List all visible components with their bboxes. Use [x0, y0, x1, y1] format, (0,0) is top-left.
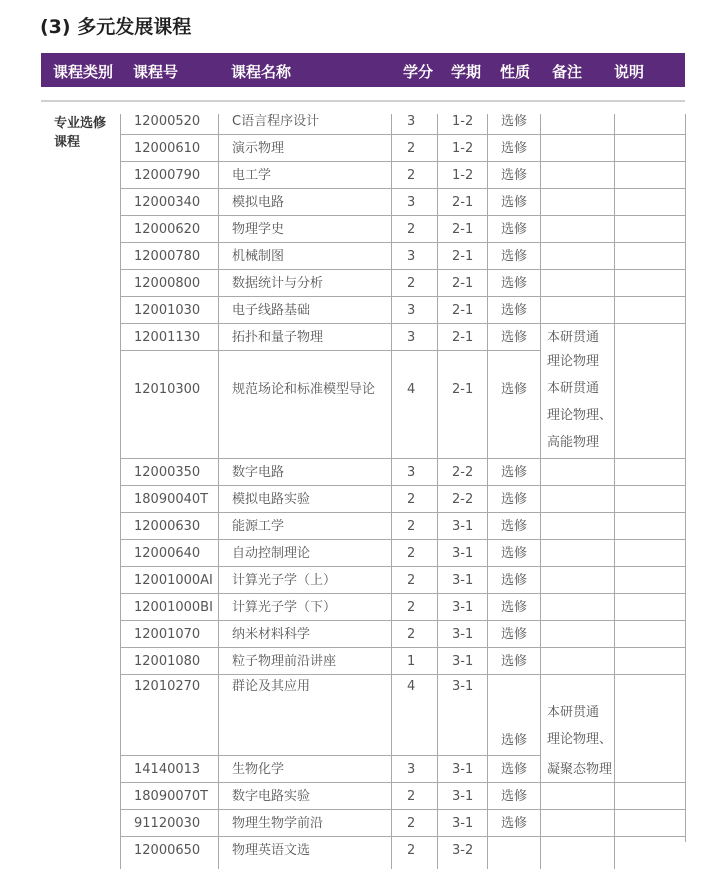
header-remark: 说明: [614, 63, 645, 81]
course-code: 12000790: [134, 168, 201, 183]
course-term: 3-1: [452, 762, 474, 777]
row-line: [120, 134, 685, 135]
course-type: 选修: [501, 330, 528, 345]
course-term: 3-1: [452, 519, 474, 534]
course-type: 选修: [501, 195, 528, 210]
course-credit: 2: [407, 222, 416, 237]
row-line: [120, 485, 685, 486]
course-credit: 2: [407, 141, 416, 156]
course-code: 12000620: [134, 222, 201, 237]
col-line: [391, 114, 392, 869]
course-type: 选修: [501, 600, 528, 615]
course-name: 生物化学: [232, 762, 285, 777]
col-line: [437, 114, 438, 869]
course-term: 3-1: [452, 654, 474, 669]
course-name: C语言程序设计: [232, 114, 320, 129]
course-term: 1-2: [452, 168, 474, 183]
course-code: 12000650: [134, 843, 201, 858]
row-line: [120, 674, 685, 675]
course-term: 1-2: [452, 114, 474, 129]
course-term: 2-1: [452, 276, 474, 291]
course-term: 3-1: [452, 816, 474, 831]
course-term: 2-1: [452, 195, 474, 210]
row-line: [120, 296, 685, 297]
col-line: [614, 114, 615, 869]
col-line: [218, 114, 219, 869]
course-credit: 4: [407, 382, 416, 397]
course-type: 选修: [501, 465, 528, 480]
course-name: 物理生物学前沿: [232, 816, 324, 831]
course-term: 3-1: [452, 573, 474, 588]
course-type: 选修: [501, 303, 528, 318]
course-note: 理论物理: [547, 354, 600, 369]
row-line: [120, 458, 685, 459]
course-code: 12000630: [134, 519, 201, 534]
course-type: 选修: [501, 222, 528, 237]
course-term: 2-1: [452, 222, 474, 237]
row-line: [120, 809, 685, 810]
header-term: 学期: [451, 63, 482, 81]
course-type: 选修: [501, 382, 528, 397]
header-category: 课程类别: [53, 63, 114, 81]
course-code: 12000640: [134, 546, 201, 561]
course-term: 1-2: [452, 141, 474, 156]
course-code: 12001080: [134, 654, 201, 669]
course-code: 12000780: [134, 249, 201, 264]
course-credit: 2: [407, 546, 416, 561]
row-line: [120, 782, 685, 783]
course-note: 凝聚态物理: [547, 762, 613, 777]
col-line: [685, 114, 686, 842]
course-credit: 2: [407, 816, 416, 831]
course-name: 纳米材料科学: [232, 627, 311, 642]
course-code: 18090070T: [134, 789, 209, 804]
row-line: [120, 215, 685, 216]
course-type: 选修: [501, 789, 528, 804]
course-type: 选修: [501, 492, 528, 507]
course-code: 12000350: [134, 465, 201, 480]
course-term: 3-1: [452, 546, 474, 561]
course-code: 12000520: [134, 114, 201, 129]
course-type: 选修: [501, 627, 528, 642]
course-name: 数字电路: [232, 465, 285, 480]
course-code: 12000610: [134, 141, 201, 156]
course-credit: 3: [407, 762, 416, 777]
row-line: [120, 566, 685, 567]
course-credit: 2: [407, 519, 416, 534]
course-type: 选修: [501, 249, 528, 264]
course-credit: 3: [407, 195, 416, 210]
course-type: 选修: [501, 168, 528, 183]
course-type: 选修: [501, 519, 528, 534]
course-type: 选修: [501, 141, 528, 156]
course-code: 12010300: [134, 382, 201, 397]
course-credit: 2: [407, 600, 416, 615]
row-line: [120, 593, 685, 594]
course-code: 12010270: [134, 679, 201, 694]
course-credit: 3: [407, 249, 416, 264]
row-line: [120, 350, 540, 351]
row-line: [120, 188, 685, 189]
course-code: 18090040T: [134, 492, 209, 507]
course-note: 本研贯通: [547, 705, 600, 720]
course-type: 选修: [501, 546, 528, 561]
row-line: [120, 161, 685, 162]
course-credit: 2: [407, 627, 416, 642]
course-term: 3-1: [452, 600, 474, 615]
course-name: 电子线路基础: [232, 303, 311, 318]
course-name: 规范场论和标准模型导论: [232, 382, 376, 397]
course-type: 选修: [501, 733, 528, 748]
row-line: [120, 539, 685, 540]
course-term: 3-1: [452, 789, 474, 804]
header-divider: [41, 100, 685, 102]
course-term: 2-2: [452, 465, 474, 480]
category-label: 专业选修课程: [54, 116, 107, 150]
row-line: [120, 620, 685, 621]
course-name: 数据统计与分析: [232, 276, 324, 291]
course-note: 理论物理、: [547, 732, 613, 747]
course-name: 计算光子学（上）: [232, 573, 337, 588]
course-code: 12001130: [134, 330, 201, 345]
row-line: [120, 836, 685, 837]
course-note: 本研贯通: [547, 330, 600, 345]
course-name: 物理学史: [232, 222, 285, 237]
course-credit: 2: [407, 573, 416, 588]
course-credit: 2: [407, 492, 416, 507]
course-type: 选修: [501, 762, 528, 777]
course-name: 拓扑和量子物理: [232, 330, 324, 345]
course-code: 12000800: [134, 276, 201, 291]
course-term: 3-1: [452, 679, 474, 694]
header-name: 课程名称: [231, 63, 292, 81]
course-type: 选修: [501, 654, 528, 669]
course-note: 高能物理: [547, 435, 600, 450]
course-term: 2-1: [452, 249, 474, 264]
course-credit: 3: [407, 330, 416, 345]
row-line: [120, 269, 685, 270]
course-credit: 2: [407, 168, 416, 183]
course-code: 14140013: [134, 762, 201, 777]
course-credit: 1: [407, 654, 416, 669]
course-type: 选修: [501, 573, 528, 588]
course-credit: 3: [407, 465, 416, 480]
course-credit: 3: [407, 303, 416, 318]
course-name: 自动控制理论: [232, 546, 311, 561]
course-credit: 3: [407, 114, 416, 129]
row-line: [120, 647, 685, 648]
course-code: 12001030: [134, 303, 201, 318]
course-note: 本研贯通: [547, 381, 600, 396]
course-code: 12000340: [134, 195, 201, 210]
row-line: [120, 323, 685, 324]
header-code: 课程号: [133, 63, 179, 81]
course-code: 12001000BI: [134, 600, 213, 615]
course-term: 2-2: [452, 492, 474, 507]
course-name: 模拟电路实验: [232, 492, 311, 507]
row-line: [120, 512, 685, 513]
course-type: 选修: [501, 114, 528, 129]
course-type: 选修: [501, 816, 528, 831]
course-name: 模拟电路: [232, 195, 285, 210]
course-name: 群论及其应用: [232, 679, 311, 694]
header-type: 性质: [500, 63, 531, 81]
course-name: 电工学: [232, 168, 272, 183]
col-line: [540, 114, 541, 869]
course-credit: 4: [407, 679, 416, 694]
table-header: [41, 53, 685, 87]
course-term: 2-1: [452, 382, 474, 397]
row-line: [120, 755, 540, 756]
course-term: 2-1: [452, 330, 474, 345]
header-note: 备注: [552, 63, 583, 81]
header-credit: 学分: [403, 63, 434, 81]
course-code: 12001000AI: [134, 573, 213, 588]
course-name: 计算光子学（下）: [232, 600, 337, 615]
course-code: 91120030: [134, 816, 201, 831]
course-note: 理论物理、: [547, 408, 613, 423]
section-title: (3) 多元发展课程: [40, 16, 192, 38]
course-credit: 2: [407, 276, 416, 291]
course-term: 2-1: [452, 303, 474, 318]
course-code: 12001070: [134, 627, 201, 642]
course-name: 机械制图: [232, 249, 285, 264]
row-line: [120, 242, 685, 243]
course-term: 3-1: [452, 627, 474, 642]
course-type: 选修: [501, 276, 528, 291]
course-name: 粒子物理前沿讲座: [232, 654, 337, 669]
course-name: 物理英语文选: [232, 843, 311, 858]
course-name: 演示物理: [232, 141, 285, 156]
col-line: [120, 114, 121, 869]
course-name: 能源工学: [232, 519, 285, 534]
course-credit: 2: [407, 789, 416, 804]
course-term: 3-2: [452, 843, 474, 858]
col-line: [487, 114, 488, 869]
course-name: 数字电路实验: [232, 789, 311, 804]
course-credit: 2: [407, 843, 416, 858]
